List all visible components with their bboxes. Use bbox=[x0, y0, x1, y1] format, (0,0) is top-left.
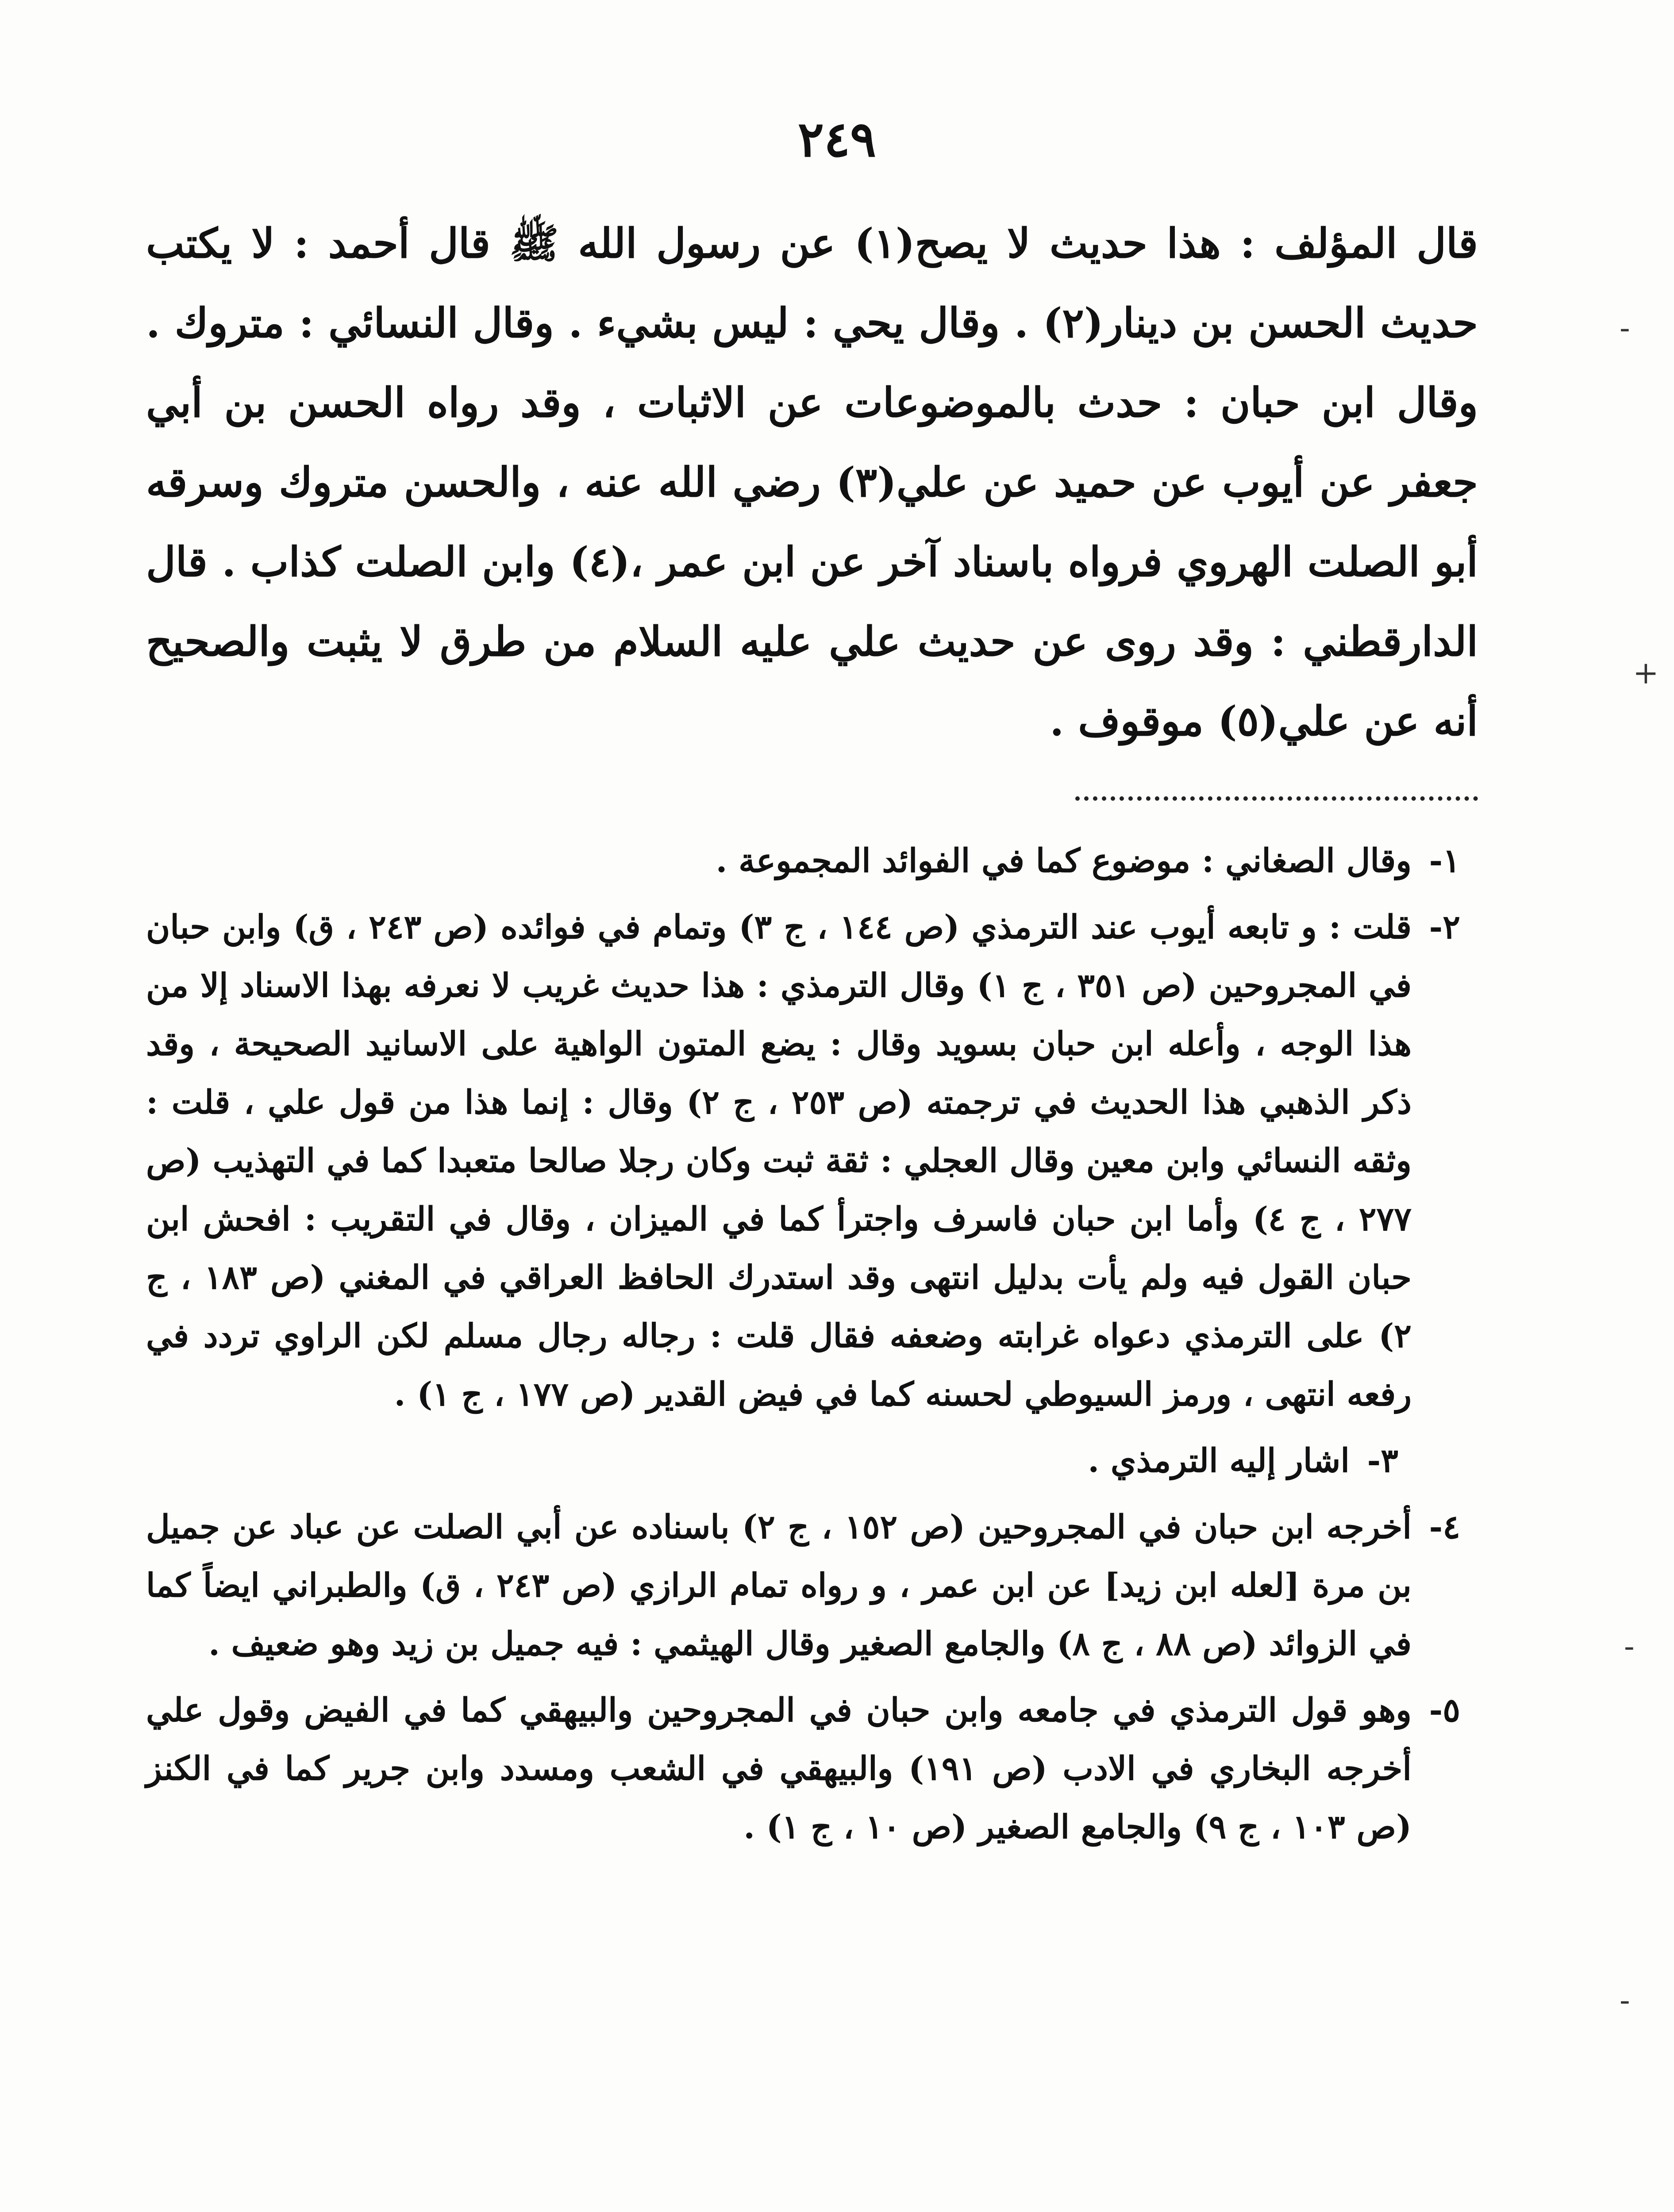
footnote-number: ٤- bbox=[1429, 1508, 1460, 1546]
main-paragraph: قال المؤلف : هذا حديث لا يصح(١) عن رسول الله ﷺ قال أحمد : لا يكتب حديث الحسن بن دينار(٢) . وقال يحي : ليس بشيء . وقال النسائي : متروك . وقال ابن حبان : حدث بالموضوعات عن الاثبات ، وقد رواه الحسن بن أبي جعفر عن أيوب عن حميد عن علي(٣) رضي الله عنه ، والحسن متروك وسرقه أبو الصلت الهروي فرواه باسناد آخر عن ابن عمر ،(٤) وابن الصلت كذاب . قال الدارقطني : وقد روى عن حديث علي عليه السلام من طرق لا يثبت والصحيح أنه عن علي(٥) موقوف . bbox=[146, 219, 1478, 745]
footnote-2 bbox=[146, 898, 1460, 1424]
footnote-number: ٥- bbox=[1429, 1691, 1460, 1729]
margin-mark: - bbox=[1620, 1982, 1630, 2018]
footnote-3 bbox=[146, 1432, 1460, 1490]
footnote-text: قلت : و تابعه أيوب عند الترمذي (ص ١٤٤ ، ج ٣) وتمام في فوائده (ص ٢٤٣ ، ق) وابن حبان في المجروحين (ص ٣٥١ ، ج ١) وقال الترمذي : هذا حديث غريب لا نعرفه بهذا الاسناد إلا من هذا الوجه ، وأعله ابن حبان بسويد وقال : يضع المتون الواهية على الاسانيد الصحيحة ، وقد ذكر الذهبي هذا الحديث في ترجمته (ص ٢٥٣ ، ج ٢) وقال : إنما هذا من قول علي ، قلت : وثقه النسائي وابن معين وقال العجلي : ثقة ثبت وكان رجلا صالحا متعبدا كما في التهذيب (ص ٢٧٧ ، ج ٤) وأما ابن حبان فاسرف واجترأ كما في الميزان ، وقال في التقريب : افحش ابن حبان القول فيه ولم يأت بدليل انتهى وقد استدرك الحافظ العراقي في المغني (ص ١٨٣ ، ج ٢) على الترمذي دعواه غرابته وضعفه فقال قلت : رجاله رجال مسلم لكن الراوي تردد في رفعه انتهى ، ورمز السيوطي لحسنه كما في فيض القدير (ص ١٧٧ ، ج ١) . bbox=[146, 908, 1412, 1413]
page-number: ٢٤٩ bbox=[797, 111, 877, 168]
footnote-text: وقال الصغاني : موضوع كما في الفوائد المجموعة . bbox=[716, 842, 1412, 880]
margin-mark: - bbox=[1624, 1628, 1635, 1664]
footnote-5 bbox=[146, 1681, 1460, 1856]
footnotes bbox=[146, 832, 1460, 1864]
footnote-separator bbox=[1075, 796, 1478, 801]
margin-mark: - bbox=[1620, 310, 1630, 346]
margin-mark: + bbox=[1633, 655, 1659, 691]
footnote-1 bbox=[146, 832, 1460, 890]
footnote-text: اشار إليه الترمذي . bbox=[1088, 1442, 1350, 1480]
footnote-4 bbox=[146, 1498, 1460, 1673]
footnote-text: وهو قول الترمذي في جامعه وابن حبان في المجروحين والبيهقي كما في الفيض وقول علي أخرجه البخاري في الادب (ص ١٩١) والبيهقي في الشعب ومسدد وابن جرير كما في الكنز (ص ١٠٣ ، ج ٩) والجامع الصغير (ص ١٠ ، ج ١) . bbox=[146, 1691, 1412, 1846]
main-text bbox=[146, 204, 1478, 761]
footnote-number: ٣- bbox=[1367, 1442, 1398, 1480]
footnote-number: ٢- bbox=[1429, 908, 1460, 946]
footnote-number: ١- bbox=[1429, 842, 1460, 880]
footnote-text: أخرجه ابن حبان في المجروحين (ص ١٥٢ ، ج ٢) باسناده عن أبي الصلت عن عباد عن جميل بن مرة [لعله ابن زيد] عن ابن عمر ، و رواه تمام الرازي (ص ٢٤٣ ، ق) والطبراني ايضاً كما في الزوائد (ص ٨٨ ، ج ٨) والجامع الصغير وقال الهيثمي : فيه جميل بن زيد وهو ضعيف . bbox=[146, 1508, 1412, 1663]
